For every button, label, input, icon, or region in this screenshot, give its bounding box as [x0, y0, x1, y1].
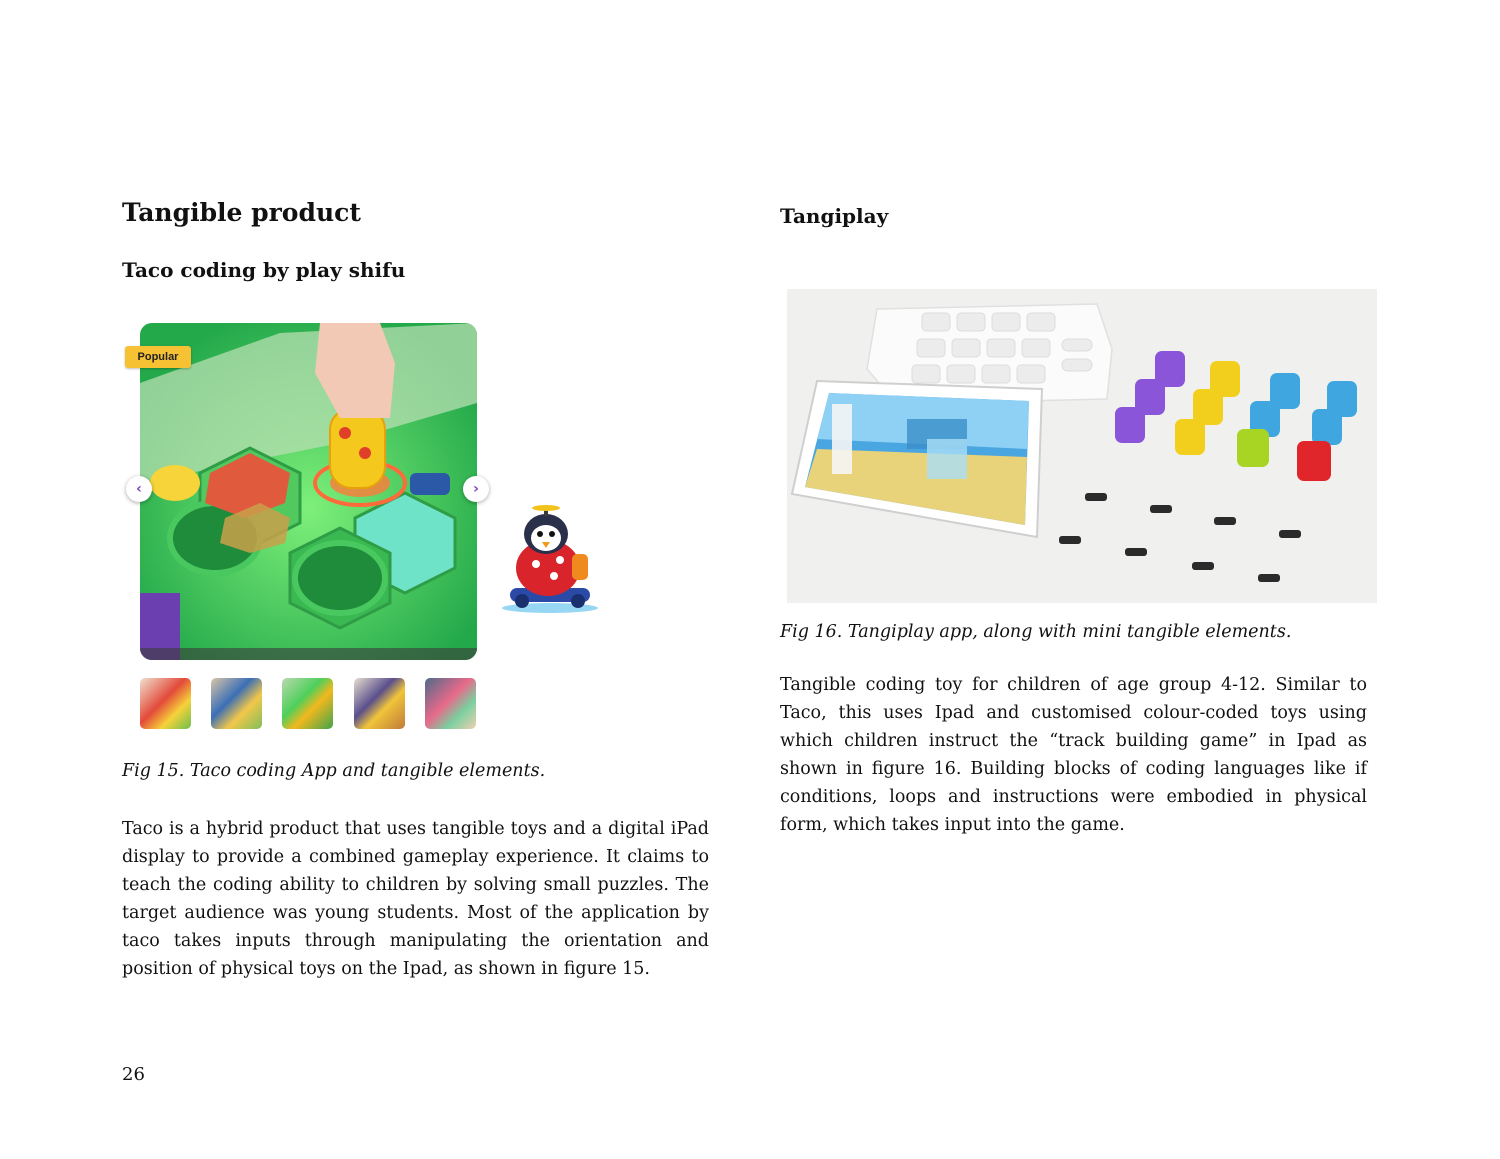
carousel-next-button[interactable] [463, 476, 489, 502]
left-paragraph: Taco is a hybrid product that uses tangible toys and a digital iPad display to provide a combined gameplay experience. It claims to teach the coding ability to children by solving small puzzles. The target audience was young students. Most of the application by taco takes inputs through manipulating the orientation and position of physical toys on the Ipad, as shown in figure 15. [122, 819, 709, 979]
thumbnail-3[interactable] [282, 678, 333, 729]
figure-16-caption: Fig 16. Tangiplay app, along with mini tangible elements. [780, 622, 1292, 642]
carousel-prev-button[interactable] [126, 476, 152, 502]
thumbnail-4[interactable] [354, 678, 405, 729]
penguin-mascot-illustration [498, 500, 602, 614]
right-paragraph: Tangible coding toy for children of age group 4-12. Similar to Taco, this uses Ipad and customised colour-coded toys using which children instruct the “track building game” in Ipad as shown in figure 16. Building blocks of coding languages like if conditions, loops and instructions were embodied in physical form, which takes input into the game. [780, 675, 1367, 835]
figure-15-caption: Fig 15. Taco coding App and tangible elements. [122, 761, 546, 781]
popular-badge: Popular [125, 346, 191, 368]
taco-product-image [140, 323, 477, 660]
game-board-illustration [140, 323, 477, 660]
section-heading-right: Tangiplay [780, 204, 889, 228]
tangiplay-illustration [787, 289, 1377, 603]
thumbnail-2[interactable] [211, 678, 262, 729]
tangiplay-product-photo [787, 289, 1377, 603]
thumbnail-5[interactable] [425, 678, 476, 729]
chevron-right-icon: › [473, 481, 479, 497]
section-heading: Tangible product [122, 198, 361, 227]
page-number: 26 [122, 1064, 145, 1085]
thumbnail-1[interactable] [140, 678, 191, 729]
subsection-heading: Taco coding by play shifu [122, 258, 406, 282]
chevron-left-icon: ‹ [136, 481, 142, 497]
